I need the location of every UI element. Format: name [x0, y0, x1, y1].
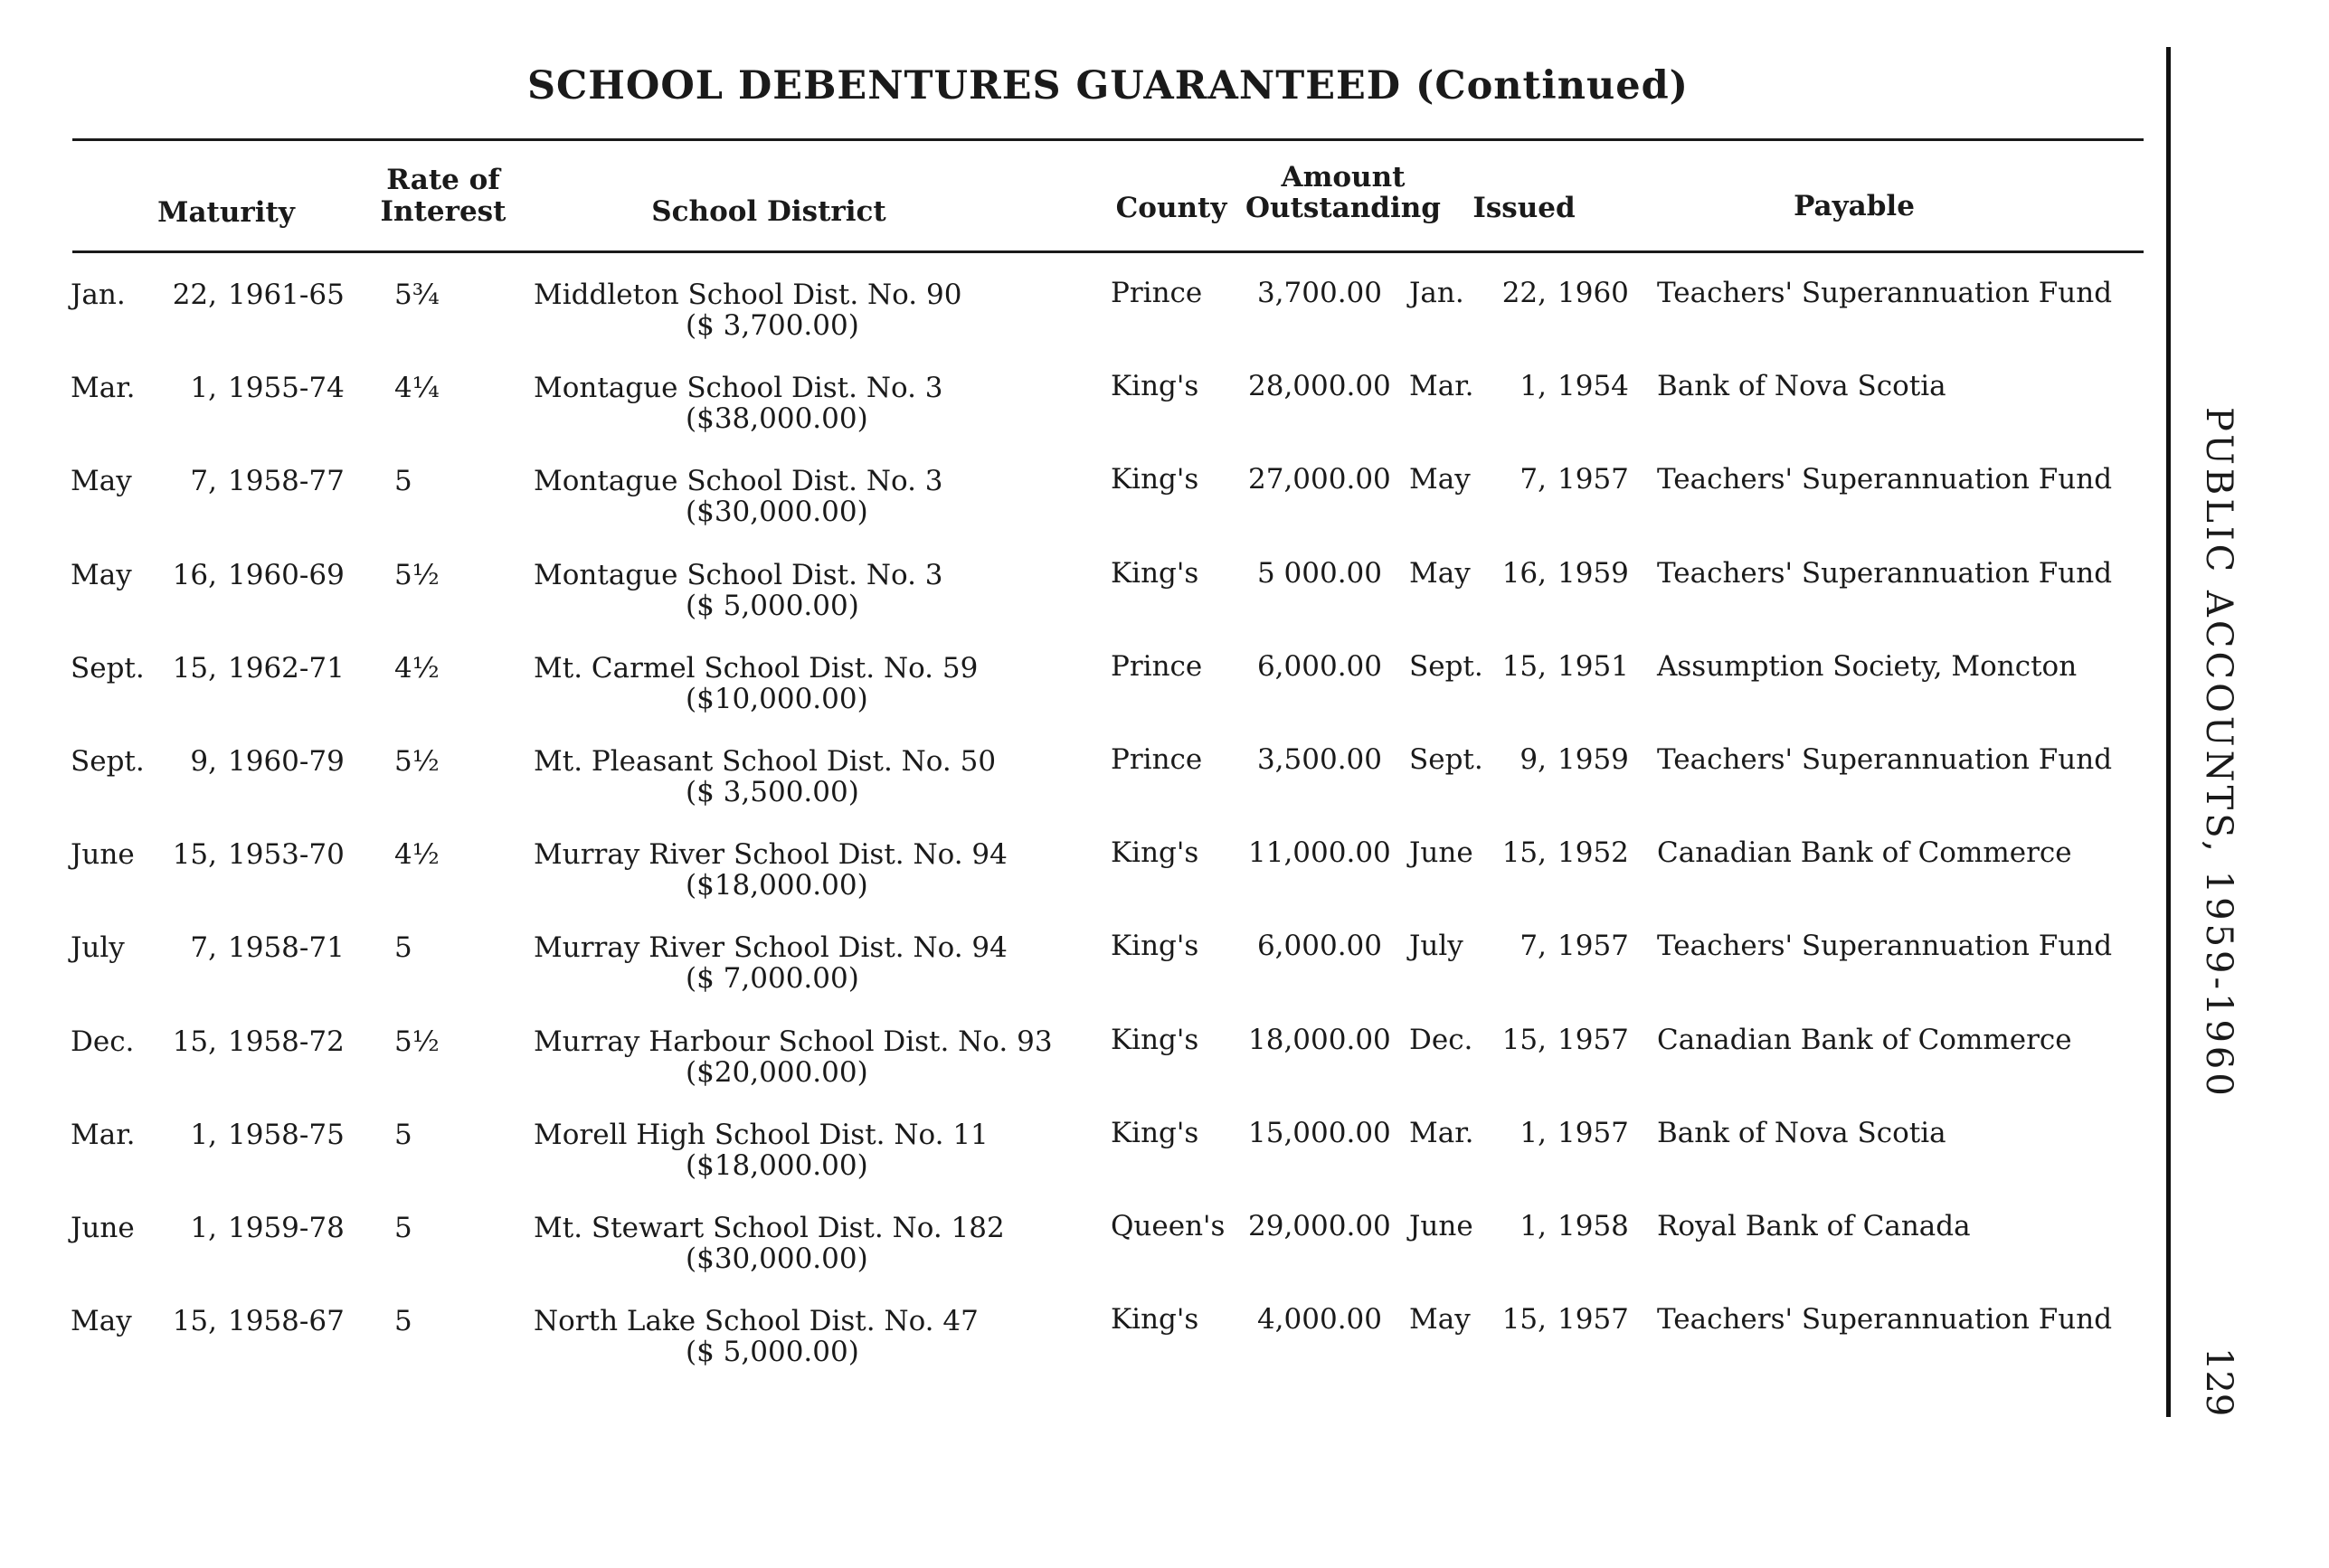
issued-day: 1, — [1520, 1116, 1547, 1149]
payable-to: Assumption Society, Moncton — [1657, 649, 2078, 683]
issued-day: 1, — [1520, 1210, 1547, 1242]
running-head: PUBLIC ACCOUNTS, 1959-1960 — [2198, 407, 2239, 1100]
issued-day: 22, — [1501, 277, 1547, 309]
payable-to: Bank of Nova Scotia — [1657, 1116, 1946, 1149]
interest-rate: 5½ — [394, 558, 440, 591]
issued-year: 1952 — [1557, 836, 1629, 870]
maturity-day: 1, — [190, 1212, 217, 1244]
maturity-month: May — [71, 1305, 132, 1338]
maturity-years: 1959-78 — [228, 1212, 345, 1244]
issued-year: 1960 — [1557, 277, 1629, 309]
issued-year: 1957 — [1557, 1303, 1629, 1337]
table-row — [0, 1296, 2153, 1389]
margin-rule — [2166, 47, 2171, 1417]
maturity-years: 1960-69 — [228, 558, 345, 591]
issued-day: 15, — [1501, 836, 1547, 870]
school-district: Mt. Pleasant School Dist. No. 50 — [534, 745, 997, 778]
issued-year: 1957 — [1557, 1023, 1629, 1056]
issued-year: 1957 — [1557, 1116, 1629, 1149]
amount-outstanding: 3,500.00 — [1256, 743, 1382, 776]
maturity-month: June — [71, 838, 135, 872]
maturity-years: 1962-71 — [228, 651, 345, 685]
header-rate-line2: Interest — [380, 195, 507, 228]
table-row — [0, 363, 2153, 456]
issued-day: 16, — [1501, 556, 1547, 590]
issued-month: Mar. — [1409, 1116, 1474, 1149]
school-district: Morell High School Dist. No. 11 — [534, 1118, 989, 1151]
county: King's — [1111, 1303, 1199, 1337]
county: King's — [1111, 836, 1199, 870]
original-amount: ($18,000.00) — [686, 1148, 868, 1182]
issued-month: Mar. — [1409, 370, 1474, 403]
amount-outstanding: 6,000.00 — [1256, 649, 1382, 683]
interest-rate: 5½ — [394, 1025, 440, 1058]
maturity-day: 9, — [190, 745, 217, 778]
original-amount: ($20,000.00) — [686, 1055, 868, 1089]
table-row — [0, 269, 2153, 363]
maturity-month: May — [71, 465, 132, 498]
maturity-years: 1958-71 — [228, 931, 345, 965]
header-payable: Payable — [1794, 190, 1915, 222]
issued-month: Dec. — [1409, 1023, 1473, 1056]
maturity-month: Sept. — [71, 745, 145, 778]
payable-to: Teachers' Superannuation Fund — [1657, 1303, 2113, 1337]
maturity-years: 1958-75 — [228, 1118, 345, 1151]
school-district: Montague School Dist. No. 3 — [534, 558, 943, 591]
original-amount: ($30,000.00) — [686, 496, 868, 529]
issued-month: June — [1409, 836, 1473, 870]
county: Prince — [1111, 277, 1203, 309]
issued-month: Sept. — [1409, 649, 1483, 683]
amount-outstanding: 6,000.00 — [1256, 930, 1382, 963]
maturity-day: 15, — [172, 1305, 217, 1338]
maturity-years: 1958-77 — [228, 465, 345, 498]
original-amount: ($18,000.00) — [686, 869, 868, 902]
issued-year: 1957 — [1557, 930, 1629, 963]
interest-rate: 5 — [394, 1118, 412, 1151]
amount-outstanding: 4,000.00 — [1256, 1303, 1382, 1337]
amount-outstanding: 5 000.00 — [1256, 556, 1382, 590]
table-row — [0, 1016, 2153, 1110]
maturity-years: 1958-72 — [228, 1025, 345, 1058]
interest-rate: 5 — [394, 931, 412, 965]
header-amount-line2: Outstanding — [1245, 192, 1441, 224]
school-district: Mt. Carmel School Dist. No. 59 — [534, 651, 979, 685]
amount-outstanding: 27,000.00 — [1248, 463, 1391, 496]
amount-outstanding: 18,000.00 — [1248, 1023, 1391, 1056]
issued-month: Sept. — [1409, 743, 1483, 776]
maturity-month: June — [71, 1212, 135, 1244]
original-amount: ($ 3,700.00) — [686, 309, 859, 342]
maturity-day: 7, — [190, 931, 217, 965]
maturity-day: 15, — [172, 651, 217, 685]
interest-rate: 5¾ — [394, 279, 440, 311]
issued-month: May — [1409, 556, 1471, 590]
interest-rate: 4¼ — [394, 372, 440, 405]
maturity-month: Mar. — [71, 372, 136, 405]
county: King's — [1111, 930, 1199, 963]
school-district: Montague School Dist. No. 3 — [534, 465, 943, 498]
interest-rate: 5 — [394, 465, 412, 498]
issued-year: 1954 — [1557, 370, 1629, 403]
table-row — [0, 643, 2153, 736]
school-district: Mt. Stewart School Dist. No. 182 — [534, 1212, 1005, 1244]
amount-outstanding: 15,000.00 — [1248, 1116, 1391, 1149]
maturity-month: July — [71, 931, 125, 965]
maturity-years: 1958-67 — [228, 1305, 345, 1338]
amount-outstanding: 29,000.00 — [1248, 1210, 1391, 1242]
amount-outstanding: 28,000.00 — [1248, 370, 1391, 403]
issued-month: May — [1409, 463, 1471, 496]
issued-month: May — [1409, 1303, 1471, 1337]
school-district: Murray River School Dist. No. 94 — [534, 931, 1008, 965]
issued-month: June — [1409, 1210, 1473, 1242]
county: King's — [1111, 370, 1199, 403]
amount-outstanding: 11,000.00 — [1248, 836, 1391, 870]
issued-month: July — [1409, 930, 1463, 963]
original-amount: ($ 3,500.00) — [686, 776, 859, 808]
payable-to: Teachers' Superannuation Fund — [1657, 556, 2113, 590]
original-amount: ($ 7,000.00) — [686, 962, 859, 996]
maturity-years: 1953-70 — [228, 838, 345, 872]
table-row — [0, 1203, 2153, 1296]
maturity-day: 15, — [172, 1025, 217, 1058]
interest-rate: 5 — [394, 1212, 412, 1244]
issued-year: 1959 — [1557, 556, 1629, 590]
county: Prince — [1111, 743, 1203, 776]
issued-day: 15, — [1501, 1023, 1547, 1056]
original-amount: ($ 5,000.00) — [686, 1336, 859, 1369]
county: Queen's — [1111, 1210, 1226, 1242]
maturity-month: May — [71, 558, 132, 591]
header-maturity: Maturity — [157, 196, 295, 229]
table-row — [0, 456, 2153, 549]
issued-year: 1959 — [1557, 743, 1629, 776]
maturity-day: 22, — [172, 279, 217, 311]
issued-day: 15, — [1501, 649, 1547, 683]
county: King's — [1111, 1116, 1199, 1149]
issued-day: 1, — [1520, 370, 1547, 403]
table-row — [0, 829, 2153, 922]
school-district: North Lake School Dist. No. 47 — [534, 1305, 979, 1338]
issued-day: 7, — [1520, 930, 1547, 963]
maturity-month: Jan. — [71, 279, 126, 311]
header-issued: Issued — [1472, 192, 1576, 224]
maturity-day: 7, — [190, 465, 217, 498]
issued-day: 9, — [1520, 743, 1547, 776]
original-amount: ($ 5,000.00) — [686, 589, 859, 622]
school-district: Murray River School Dist. No. 94 — [534, 838, 1008, 872]
interest-rate: 5½ — [394, 745, 440, 778]
payable-to: Teachers' Superannuation Fund — [1657, 463, 2113, 496]
payable-to: Teachers' Superannuation Fund — [1657, 277, 2113, 309]
maturity-month: Sept. — [71, 651, 145, 685]
amount-outstanding: 3,700.00 — [1256, 277, 1382, 309]
maturity-years: 1960-79 — [228, 745, 345, 778]
original-amount: ($38,000.00) — [686, 402, 868, 436]
issued-day: 7, — [1520, 463, 1547, 496]
county: King's — [1111, 463, 1199, 496]
interest-rate: 4½ — [394, 838, 440, 872]
county: King's — [1111, 556, 1199, 590]
school-district: Murray Harbour School Dist. No. 93 — [534, 1025, 1053, 1058]
table-row — [0, 736, 2153, 829]
county: Prince — [1111, 649, 1203, 683]
interest-rate: 5 — [394, 1305, 412, 1338]
page-title: SCHOOL DEBENTURES GUARANTEED (Continued) — [526, 63, 1690, 109]
payable-to: Royal Bank of Canada — [1657, 1210, 1971, 1242]
header-school-district: School District — [651, 195, 886, 228]
original-amount: ($30,000.00) — [686, 1242, 868, 1275]
header-county: County — [1115, 192, 1227, 224]
payable-to: Teachers' Superannuation Fund — [1657, 743, 2113, 776]
issued-year: 1951 — [1557, 649, 1629, 683]
maturity-month: Mar. — [71, 1118, 136, 1151]
interest-rate: 4½ — [394, 651, 440, 685]
issued-day: 15, — [1501, 1303, 1547, 1337]
original-amount: ($10,000.00) — [686, 682, 868, 715]
payable-to: Canadian Bank of Commerce — [1657, 836, 2072, 870]
payable-to: Teachers' Superannuation Fund — [1657, 930, 2113, 963]
maturity-day: 1, — [190, 372, 217, 405]
issued-month: Jan. — [1409, 277, 1464, 309]
header-amount-line1: Amount — [1281, 161, 1406, 194]
maturity-years: 1955-74 — [228, 372, 345, 405]
county: King's — [1111, 1023, 1199, 1056]
page-number: 129 — [2198, 1347, 2239, 1417]
payable-to: Bank of Nova Scotia — [1657, 370, 1946, 403]
header-top-rule — [72, 138, 2144, 141]
table-row — [0, 550, 2153, 643]
maturity-month: Dec. — [71, 1025, 135, 1058]
maturity-day: 1, — [190, 1118, 217, 1151]
issued-year: 1957 — [1557, 463, 1629, 496]
header-rate-line1: Rate of — [386, 164, 500, 196]
table-row — [0, 922, 2153, 1015]
header-bottom-rule — [72, 250, 2144, 253]
maturity-day: 15, — [172, 838, 217, 872]
payable-to: Canadian Bank of Commerce — [1657, 1023, 2072, 1056]
school-district: Middleton School Dist. No. 90 — [534, 279, 962, 311]
maturity-day: 16, — [172, 558, 217, 591]
table-row — [0, 1110, 2153, 1203]
school-district: Montague School Dist. No. 3 — [534, 372, 943, 405]
maturity-years: 1961-65 — [228, 279, 345, 311]
issued-year: 1958 — [1557, 1210, 1629, 1242]
